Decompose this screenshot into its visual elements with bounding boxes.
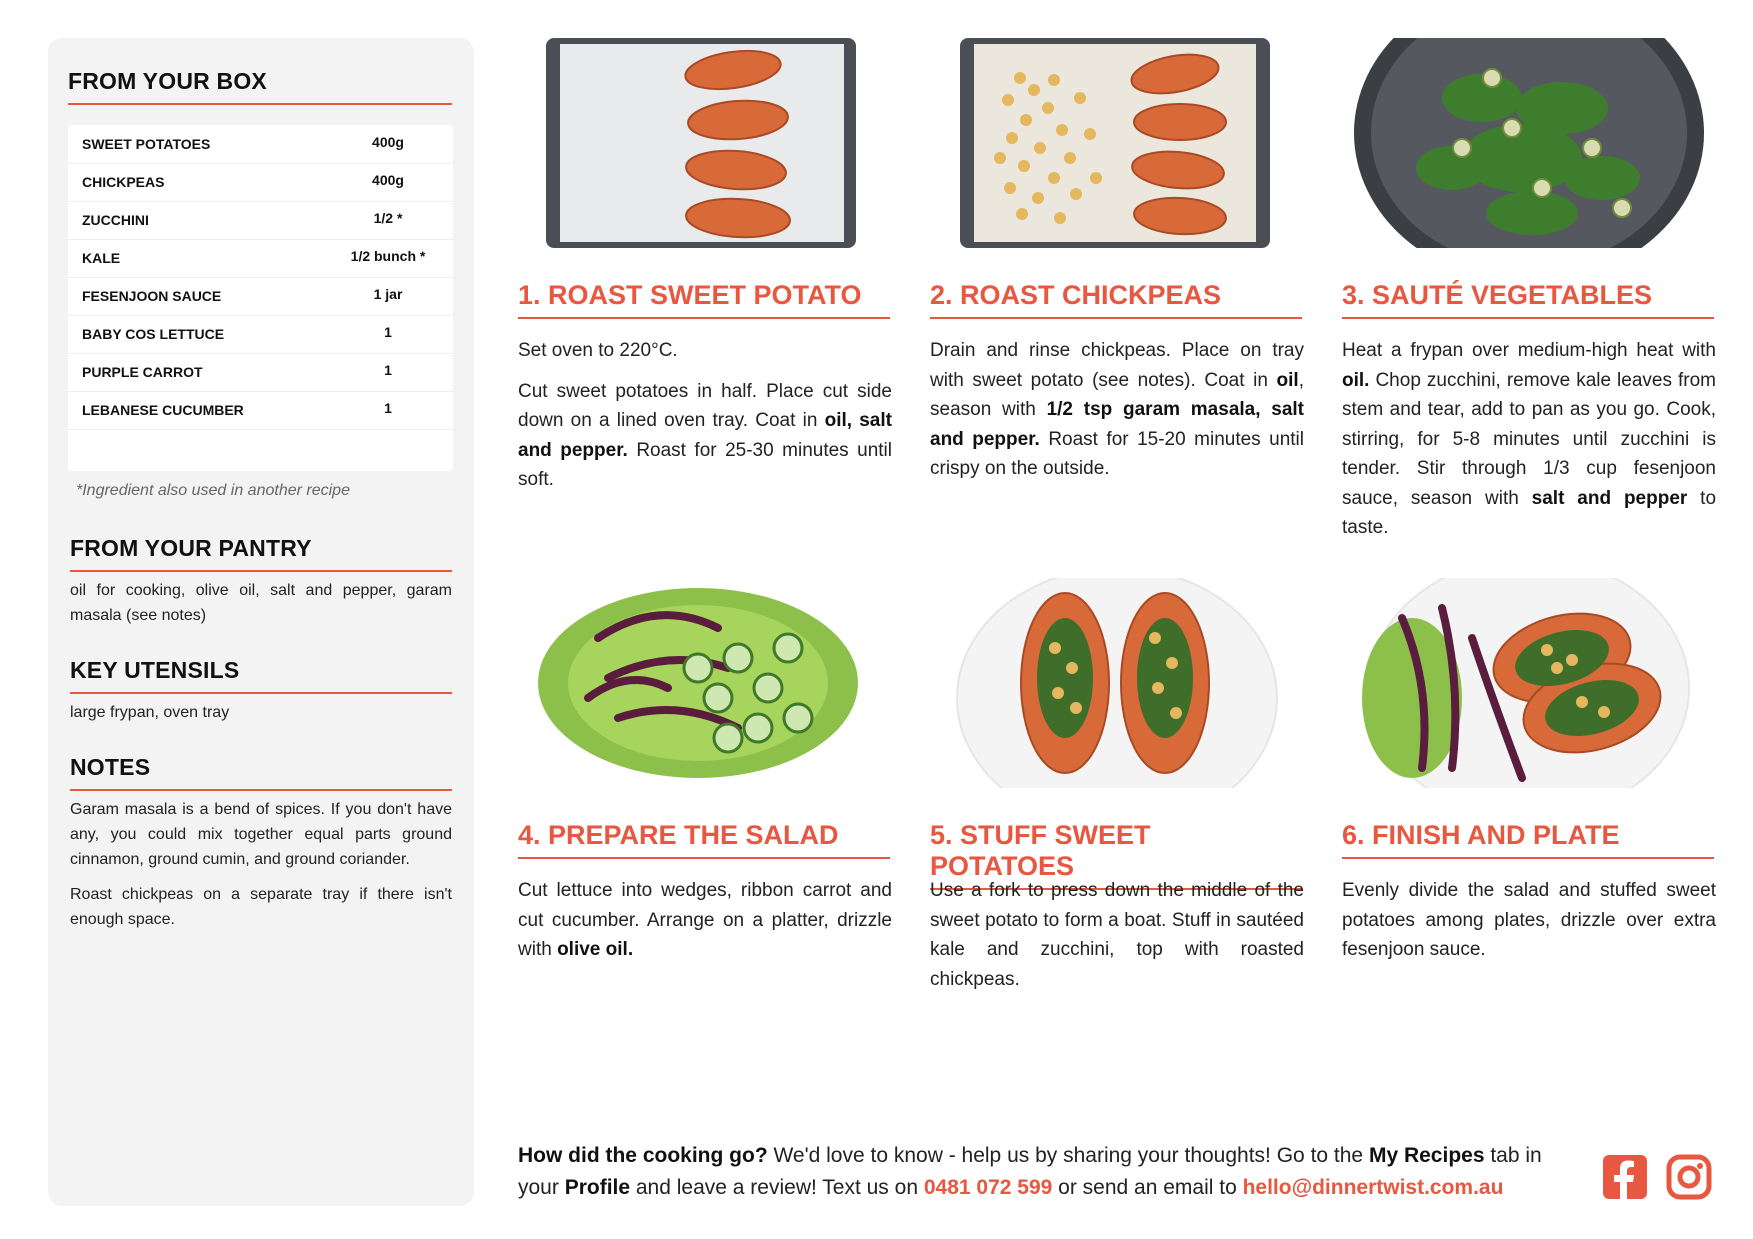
profile-label: Profile bbox=[564, 1176, 631, 1199]
text-run: , season with bbox=[930, 369, 1304, 420]
step-5-title: 5. STUFF SWEET POTATOES bbox=[930, 820, 1302, 890]
text-run: tab in your bbox=[518, 1144, 1542, 1199]
utensils-heading: KEY UTENSILS bbox=[70, 657, 452, 694]
step-4-photo bbox=[518, 578, 892, 788]
ingredient-qty: 1 bbox=[384, 324, 392, 340]
step-6-text bbox=[1342, 876, 1716, 976]
ingredient-name: LEBANESE CUCUMBER bbox=[82, 402, 244, 418]
ingredient-row bbox=[68, 277, 453, 316]
ingredient-footnote: *Ingredient also used in another recipe bbox=[76, 482, 350, 499]
step-2-text bbox=[930, 336, 1304, 495]
ingredient-name: FESENJOON SAUCE bbox=[82, 288, 222, 304]
ingredient-name: PURPLE CARROT bbox=[82, 364, 203, 380]
utensils-text: large frypan, oven tray bbox=[70, 704, 230, 721]
note-paragraph: Garam masala is a bend of spices. If you don't have any, you could mix together equal parts ground cinnamon, ground cumin, and ground coriander. bbox=[70, 801, 452, 868]
text-run: Heat a frypan over medium-high heat with bbox=[1342, 340, 1716, 361]
step-4-title: 4. PREPARE THE SALAD bbox=[518, 820, 890, 859]
ingredient-row bbox=[68, 125, 453, 164]
text-bold: oil, salt and pepper. bbox=[518, 410, 892, 461]
step-5-paragraph: Use a fork to press down the middle of the sweet potato to form a boat. Stuff in sautéed kale and zucchini, top with roasted chickpeas. bbox=[930, 880, 1304, 990]
ingredient-name: BABY COS LETTUCE bbox=[82, 326, 225, 342]
step-2-photo bbox=[930, 38, 1304, 248]
footer-question: How did the cooking go? bbox=[518, 1144, 768, 1167]
ingredient-name: CHICKPEAS bbox=[82, 174, 165, 190]
text-bold: salt and pepper bbox=[1531, 487, 1688, 509]
phone-link[interactable]: 0481 072 599 bbox=[923, 1176, 1053, 1199]
text-run: We'd love to know - help us by sharing your thoughts! Go to the bbox=[767, 1144, 1369, 1167]
ingredient-name: KALE bbox=[82, 250, 121, 266]
text-run: and leave a review! Text us on bbox=[630, 1176, 924, 1199]
step-5-photo bbox=[930, 578, 1304, 788]
ingredient-row bbox=[68, 163, 453, 202]
ingredients-sidebar bbox=[48, 38, 474, 1206]
ingredient-row bbox=[68, 391, 453, 430]
step-4-text bbox=[518, 876, 892, 976]
text-run: or send an email to bbox=[1052, 1176, 1243, 1199]
ingredient-qty: 1/2 bunch * bbox=[350, 248, 426, 264]
ingredient-name: ZUCCHINI bbox=[82, 212, 149, 228]
step-1-photo bbox=[518, 38, 892, 248]
ingredient-qty: 400g bbox=[372, 134, 404, 150]
pantry-heading: FROM YOUR PANTRY bbox=[70, 535, 452, 572]
step-1-text bbox=[518, 336, 892, 506]
text-run: Chop zucchini, remove kale leaves from stem and tear, add to pan as you go. Cook, stirring, for 5-8 minutes until zucchini is tender. Stir through 1/3 cup fesenjoon sauce, season with bbox=[1342, 369, 1716, 509]
notes-text bbox=[70, 797, 452, 942]
ingredient-qty: 400g bbox=[372, 172, 404, 188]
pantry-text: oil for cooking, olive oil, salt and pepper, garam masala (see notes) bbox=[70, 582, 452, 624]
step-3-text bbox=[1342, 336, 1716, 554]
ingredient-row bbox=[68, 239, 453, 278]
step-1-title: 1. ROAST SWEET POTATO bbox=[518, 280, 890, 319]
step-1-paragraph: Set oven to 220°C. bbox=[518, 340, 678, 361]
ingredient-qty: 1 jar bbox=[373, 286, 403, 302]
step-6-title: 6. FINISH AND PLATE bbox=[1342, 820, 1714, 859]
ingredient-name: SWEET POTATOES bbox=[82, 136, 211, 152]
text-run: Cut sweet potatoes in half. Place cut side down on a lined oven tray. Coat in bbox=[518, 380, 892, 431]
instagram-icon[interactable] bbox=[1666, 1154, 1712, 1200]
text-bold: olive oil. bbox=[557, 939, 634, 960]
step-3-photo bbox=[1342, 38, 1716, 248]
step-3-paragraph bbox=[1342, 336, 1716, 543]
step-3-title: 3. SAUTÉ VEGETABLES bbox=[1342, 280, 1714, 319]
ingredient-qty: 1 bbox=[384, 362, 392, 378]
step-2-paragraph bbox=[930, 336, 1304, 484]
text-run: Drain and rinse chickpeas. Place on tray with sweet potato (see notes). Coat in bbox=[930, 340, 1304, 391]
text-run: to taste. bbox=[1342, 487, 1717, 538]
step-5-text bbox=[930, 876, 1304, 1005]
step-2-title: 2. ROAST CHICKPEAS bbox=[930, 280, 1302, 319]
text-run: Roast for 25-30 minutes until soft. bbox=[518, 439, 892, 490]
text-bold: 1/2 tsp garam masala, salt and pepper. bbox=[930, 399, 1304, 450]
feedback-footer bbox=[518, 1140, 1578, 1204]
step-1-paragraph bbox=[518, 377, 892, 495]
ingredients-table bbox=[68, 125, 453, 471]
notes-heading: NOTES bbox=[70, 754, 452, 791]
text-run: Roast for 15-20 minutes until crispy on the outside. bbox=[930, 428, 1304, 479]
step-6-photo bbox=[1342, 578, 1716, 788]
text-bold: oil bbox=[1276, 369, 1299, 391]
text-bold: oil. bbox=[1342, 369, 1370, 391]
ingredient-row bbox=[68, 353, 453, 392]
email-link[interactable]: hello@dinnertwist.com.au bbox=[1242, 1176, 1504, 1199]
facebook-icon[interactable] bbox=[1602, 1154, 1648, 1200]
my-recipes-label: My Recipes bbox=[1368, 1144, 1485, 1167]
ingredient-row bbox=[68, 315, 453, 354]
ingredient-qty: 1 bbox=[384, 400, 392, 416]
ingredient-row bbox=[68, 201, 453, 240]
box-heading: FROM YOUR BOX bbox=[68, 68, 452, 105]
note-paragraph: Roast chickpeas on a separate tray if there isn't enough space. bbox=[70, 886, 452, 928]
ingredient-qty: 1/2 * bbox=[373, 210, 403, 226]
text-run: Cut lettuce into wedges, ribbon carrot and cut cucumber. Arrange on a platter, drizzle with bbox=[518, 880, 892, 960]
step-6-paragraph: Evenly divide the salad and stuffed sweet potatoes among plates, drizzle over extra fesenjoon sauce. bbox=[1342, 880, 1716, 960]
step-4-paragraph bbox=[518, 876, 892, 965]
